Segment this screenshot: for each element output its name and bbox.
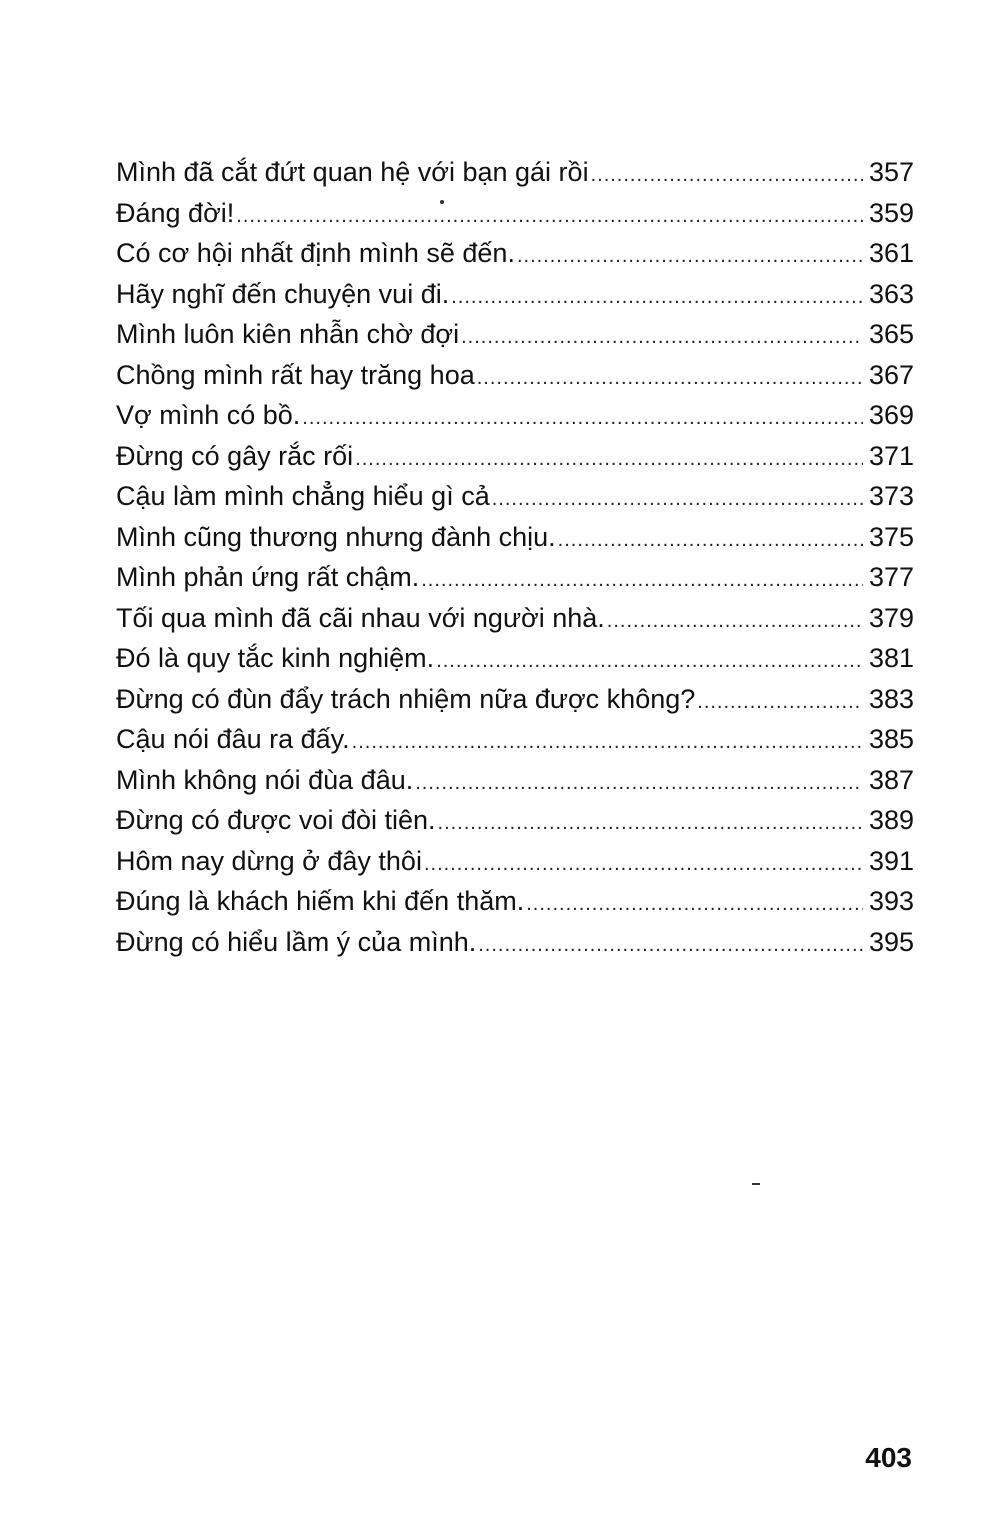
- toc-entry-page: 389: [868, 805, 914, 835]
- toc-entry-page: 393: [868, 886, 914, 916]
- toc-entry-page: 375: [868, 521, 914, 552]
- toc-entry-title: Mình luôn kiên nhẫn chờ đợi: [116, 319, 460, 349]
- toc-entry-title: Vợ mình có bồ.: [116, 400, 301, 430]
- dot-leader: [526, 884, 863, 925]
- toc-entry-title: Có cơ hội nhất định mình sẽ đến.: [116, 238, 515, 268]
- toc-entry-title: Đừng có hiểu lầm ý của mình.: [116, 926, 477, 957]
- scan-speck: [752, 1183, 760, 1185]
- dot-leader: [517, 236, 863, 277]
- toc-entry: [116, 355, 914, 396]
- dot-leader: [697, 682, 863, 723]
- toc-entry: [116, 557, 914, 598]
- dot-leader: [451, 277, 863, 318]
- toc-entry: [116, 436, 914, 477]
- toc-entry-page: 387: [868, 764, 914, 795]
- toc-entry-page: 379: [868, 602, 914, 633]
- toc-entry-title: Hãy nghĩ đến chuyện vui đi.: [116, 278, 450, 309]
- toc-entry-page: 357: [868, 157, 914, 187]
- toc-entry-page: 363: [868, 278, 914, 309]
- toc-entry-title: Đừng có đùn đẩy trách nhiệm nữa được không?: [116, 683, 696, 714]
- dot-leader: [415, 763, 863, 804]
- toc-entry: [116, 314, 914, 355]
- toc-entry: [116, 152, 914, 193]
- toc-entry: [116, 517, 914, 558]
- toc-entry: [116, 841, 914, 882]
- toc-entry-title: Cậu nói đâu ra đấy.: [116, 724, 350, 754]
- scan-speck: [440, 200, 444, 204]
- dot-leader: [607, 601, 863, 642]
- toc-entry-page: 365: [868, 319, 914, 349]
- table-of-contents: [116, 152, 914, 962]
- toc-entry: [116, 922, 914, 963]
- dot-leader: [236, 196, 863, 237]
- toc-entry: [116, 760, 914, 801]
- dot-leader: [352, 722, 863, 763]
- toc-entry: [116, 233, 914, 274]
- toc-entry-page: 391: [868, 845, 914, 876]
- toc-entry-title: Mình phản ứng rất chậm.: [116, 562, 420, 592]
- dot-leader: [478, 925, 863, 966]
- toc-entry: [116, 679, 914, 720]
- dot-leader: [558, 520, 863, 561]
- toc-entry: [116, 274, 914, 315]
- toc-entry-page: 395: [868, 926, 914, 957]
- dot-leader: [355, 439, 863, 480]
- toc-entry-title: Hôm nay dừng ở đây thôi: [116, 845, 422, 876]
- dot-leader: [591, 155, 863, 196]
- toc-entry-title: Đừng có được voi đòi tiên.: [116, 805, 436, 835]
- toc-entry-page: 377: [868, 562, 914, 592]
- toc-entry-page: 383: [868, 683, 914, 714]
- dot-leader: [438, 803, 863, 844]
- dot-leader: [477, 358, 863, 399]
- toc-entry-title: Đúng là khách hiếm khi đến thăm.: [116, 886, 525, 916]
- toc-entry-title: Mình đã cắt đứt quan hệ với bạn gái rồi: [116, 157, 589, 187]
- toc-entry: [116, 193, 914, 234]
- toc-entry-title: Đừng có gây rắc rối: [116, 440, 354, 471]
- toc-entry-title: Tối qua mình đã cãi nhau với người nhà.: [116, 602, 605, 633]
- toc-entry: [116, 598, 914, 639]
- dot-leader: [421, 560, 863, 601]
- page-number: 403: [865, 1442, 912, 1473]
- toc-entry: [116, 638, 914, 679]
- toc-entry: [116, 476, 914, 517]
- dot-leader: [436, 641, 863, 682]
- toc-entry-page: 359: [868, 197, 914, 228]
- toc-entry-page: 371: [868, 440, 914, 471]
- toc-entry-page: 373: [868, 481, 914, 511]
- toc-entry-title: Chồng mình rất hay trăng hoa: [116, 359, 475, 390]
- toc-entry-title: Đáng đời!: [116, 197, 235, 228]
- toc-entry: [116, 881, 914, 922]
- toc-entry-page: 369: [868, 400, 914, 430]
- toc-entry-title: Cậu làm mình chẳng hiểu gì cả: [116, 481, 490, 511]
- toc-entry-title: Đó là quy tắc kinh nghiệm.: [116, 643, 435, 673]
- dot-leader: [302, 398, 863, 439]
- toc-entry: [116, 800, 914, 841]
- toc-entry-page: 361: [868, 238, 914, 268]
- toc-entry-title: Mình không nói đùa đâu.: [116, 764, 414, 795]
- toc-entry: [116, 719, 914, 760]
- dot-leader: [461, 317, 863, 358]
- toc-entry-page: 367: [868, 359, 914, 390]
- toc-entry-title: Mình cũng thương nhưng đành chịu.: [116, 521, 556, 552]
- toc-entry-page: 381: [868, 643, 914, 673]
- toc-entry: [116, 395, 914, 436]
- dot-leader: [424, 844, 863, 885]
- toc-entry-page: 385: [868, 724, 914, 754]
- dot-leader: [492, 479, 863, 520]
